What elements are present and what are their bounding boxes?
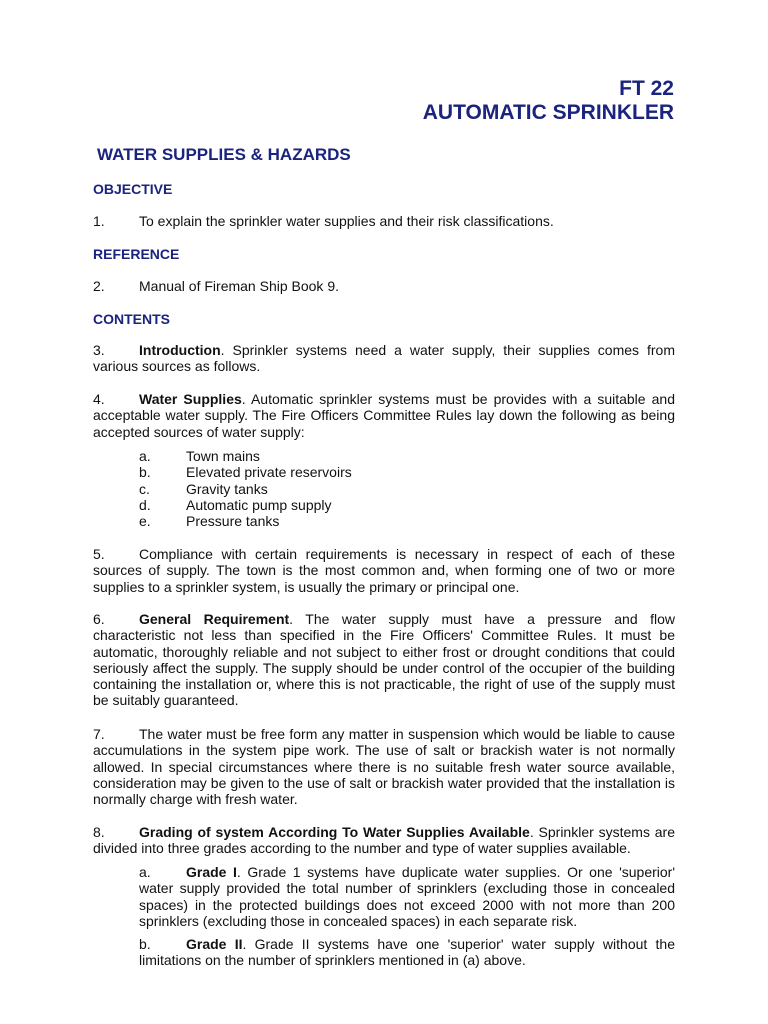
list-item: c. Gravity tanks bbox=[139, 480, 268, 497]
paragraph-number: 5. bbox=[93, 546, 105, 562]
paragraph-text: The water must be free form any matter in suspension which would be liable to cause accumulations in the system pipe work. The use of salt or brackish water is not normally allowed. In special circumstances where there is no suitable fresh water source available, consideration may be given to the use of salt or brackish water provided that the installation is normally charge with fresh water. bbox=[93, 726, 675, 808]
paragraph-text: . Sprinkler systems are divided into three grades according to the number and type of water supplies available. bbox=[93, 824, 675, 857]
reference-paragraph bbox=[93, 278, 675, 294]
paragraph-heading: Grading of system According To Water Supplies Available bbox=[139, 824, 530, 840]
paragraph-text: Compliance with certain requirements is necessary in respect of each of these sources of supply. The town is the most common and, when forming one of two or more supplies to a sprinkler system, is usually the primary or principal one. bbox=[93, 546, 675, 595]
list-item: a. Town mains bbox=[139, 448, 260, 464]
paragraph-5 bbox=[93, 546, 675, 595]
paragraph-heading: Grade II bbox=[186, 936, 243, 952]
paragraph-heading: Introduction bbox=[139, 342, 221, 358]
paragraph-text: To explain the sprinkler water supplies and their risk classifications. bbox=[139, 213, 554, 229]
list-item: b. Elevated private reservoirs bbox=[139, 464, 352, 481]
paragraph-text: . The water supply must have a pressure and flow characteristic not less than specified in the Fire Officers' Committee Rules. It must be automatic, thoroughly reliable and not subject to either frost or drought conditions that could seriously affect the supply. The supply should be under control of the occupier of the building containing the installation or, where this is not practicable, the right of use of the supply must be suitably guaranteed. bbox=[93, 611, 675, 709]
paragraph-4 bbox=[93, 391, 675, 440]
paragraph-number: 1. bbox=[93, 213, 105, 229]
paragraph-number: 6. bbox=[93, 611, 105, 627]
grade-1-paragraph bbox=[139, 864, 675, 929]
reference-heading: REFERENCE bbox=[93, 246, 180, 262]
contents-heading: CONTENTS bbox=[93, 311, 170, 327]
paragraph-text: Manual of Fireman Ship Book 9. bbox=[139, 278, 339, 294]
paragraph-letter: a. bbox=[139, 864, 151, 880]
paragraph-number: 3. bbox=[93, 342, 105, 358]
paragraph-heading: Grade I bbox=[186, 864, 237, 880]
document-title: AUTOMATIC SPRINKLER bbox=[422, 101, 674, 124]
paragraph-3 bbox=[93, 342, 675, 375]
section-title: WATER SUPPLIES & HAZARDS bbox=[97, 145, 351, 164]
paragraph-6 bbox=[93, 611, 675, 709]
objective-heading: OBJECTIVE bbox=[93, 181, 173, 197]
list-item: d. Automatic pump supply bbox=[139, 496, 332, 513]
paragraph-8 bbox=[93, 824, 675, 857]
grade-2-paragraph bbox=[139, 936, 675, 969]
paragraph-letter: b. bbox=[139, 936, 151, 952]
document-code: FT 22 bbox=[619, 77, 674, 100]
paragraph-number: 8. bbox=[93, 824, 105, 840]
paragraph-text: . Grade 1 systems have duplicate water supplies. Or one 'superior' water supply provided the total number of sprinklers (excluding those in concealed spaces) in the protected buildings does not exceed 2000 with not more than 200 sprinklers (excluding those in concealed spaces) in each separate risk. bbox=[139, 864, 675, 929]
objective-paragraph bbox=[93, 213, 675, 229]
paragraph-text: . Automatic sprinkler systems must be provides with a suitable and acceptable water supply. The Fire Officers Committee Rules lay down the following as being accepted sources of water supply: bbox=[93, 391, 675, 440]
paragraph-heading: General Requirement bbox=[139, 611, 290, 627]
water-sources-list bbox=[139, 448, 352, 529]
paragraph-text: . Sprinkler systems need a water supply, their supplies comes from various sources as follows. bbox=[93, 342, 675, 375]
paragraph-number: 7. bbox=[93, 726, 105, 742]
paragraph-text: . Grade II systems have one 'superior' water supply without the limitations on the number of sprinklers mentioned in (a) above. bbox=[139, 936, 675, 969]
paragraph-number: 4. bbox=[93, 391, 105, 407]
list-item: e. Pressure tanks bbox=[139, 513, 280, 530]
paragraph-7 bbox=[93, 726, 675, 807]
paragraph-heading: Water Supplies bbox=[139, 391, 242, 407]
paragraph-number: 2. bbox=[93, 278, 105, 294]
